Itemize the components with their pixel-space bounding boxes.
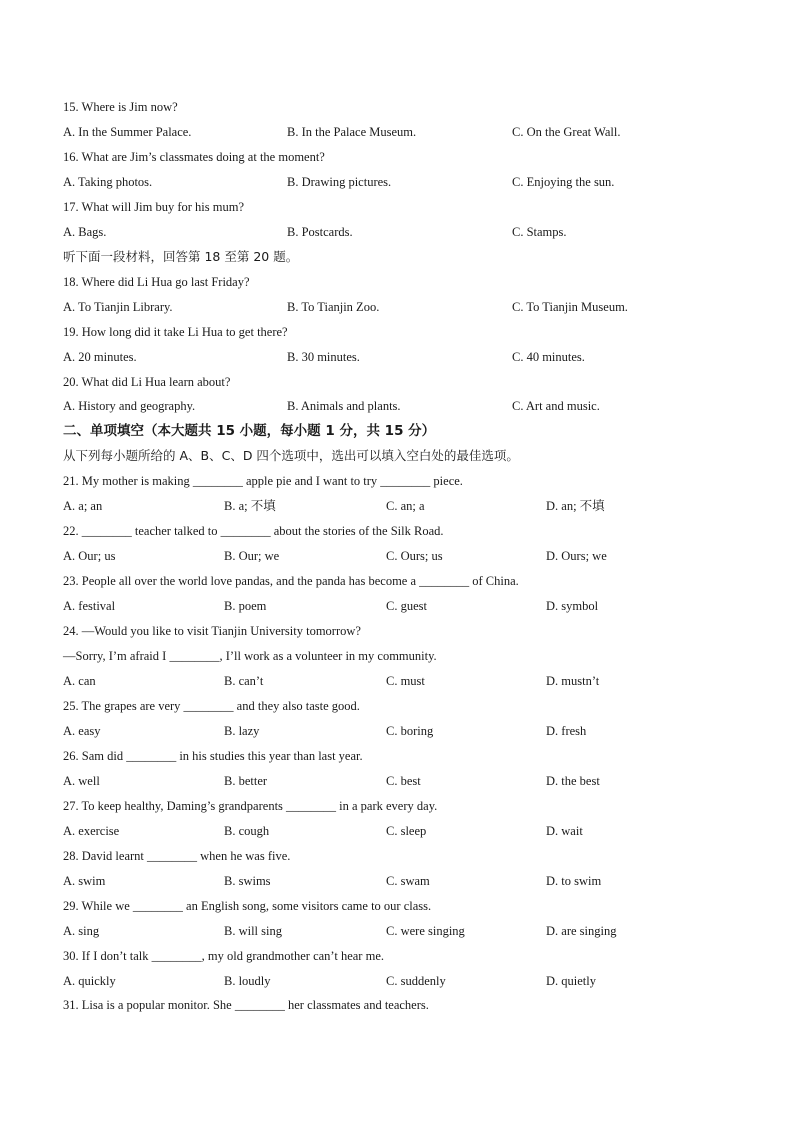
option-a: A. well [63, 774, 100, 788]
option-c: C. swam [386, 874, 430, 888]
option-d: D. Ours; we [546, 549, 607, 563]
question-stem: 30. If I don’t talk ________, my old grandmother can’t hear me. [63, 949, 384, 963]
option-c: C. suddenly [386, 974, 446, 988]
question-stem: 26. Sam did ________ in his studies this year than last year. [63, 749, 363, 763]
option-b: B. better [224, 774, 268, 788]
question-stem: 18. Where did Li Hua go last Friday? [63, 275, 250, 289]
question-stem: 23. People all over the world love pandas, and the panda has become a ________ of China. [63, 574, 519, 588]
option-c: C. must [386, 674, 425, 688]
question-stem: 17. What will Jim buy for his mum? [63, 200, 245, 214]
option-b: B. Animals and plants. [287, 399, 401, 413]
option-c: C. were singing [386, 924, 465, 938]
option-c: C. On the Great Wall. [512, 125, 621, 139]
option-b: B. Our; we [224, 549, 280, 563]
option-c: C. To Tianjin Museum. [512, 300, 628, 314]
option-c: C. Ours; us [386, 549, 443, 563]
option-b: B. loudly [224, 974, 271, 988]
option-b: B. lazy [224, 724, 260, 738]
question-stem: 22. ________ teacher talked to ________ about the stories of the Silk Road. [63, 524, 444, 538]
option-d: D. wait [546, 824, 583, 838]
option-b: B. Postcards. [287, 225, 353, 239]
question-stem: 24. —Would you like to visit Tianjin University tomorrow? [63, 624, 361, 638]
option-a: A. Bags. [63, 225, 107, 239]
question-stem: 20. What did Li Hua learn about? [63, 375, 231, 389]
option-c: C. Stamps. [512, 225, 567, 239]
option-a: A. quickly [63, 974, 116, 988]
option-a: A. History and geography. [63, 399, 196, 413]
question-stem: 31. Lisa is a popular monitor. She ________ her classmates and teachers. [63, 998, 429, 1012]
option-b: B. Drawing pictures. [287, 175, 392, 189]
option-a: A. swim [63, 874, 106, 888]
option-b: B. can’t [224, 674, 264, 688]
option-b: B. To Tianjin Zoo. [287, 300, 380, 314]
option-c: C. boring [386, 724, 434, 738]
question-stem: 27. To keep healthy, Daming’s grandparents ________ in a park every day. [63, 799, 438, 813]
option-d: D. an; 不填 [546, 499, 605, 513]
option-d: D. are singing [546, 924, 617, 938]
option-c: C. an; a [386, 499, 425, 513]
listening-instruction: 听下面一段材料，回答第 18 至第 20 题。 [63, 249, 299, 264]
option-b: B. a; 不填 [224, 499, 276, 513]
option-d: D. quietly [546, 974, 596, 988]
option-d: D. the best [546, 774, 600, 788]
option-b: B. In the Palace Museum. [287, 125, 417, 139]
option-a: A. sing [63, 924, 100, 938]
option-c: C. 40 minutes. [512, 350, 585, 364]
question-stem: 21. My mother is making ________ apple pie and I want to try ________ piece. [63, 474, 463, 488]
question-stem: 19. How long did it take Li Hua to get there? [63, 325, 288, 339]
option-c: C. sleep [386, 824, 427, 838]
option-a: A. exercise [63, 824, 120, 838]
option-a: A. Taking photos. [63, 175, 153, 189]
option-a: A. In the Summer Palace. [63, 125, 192, 139]
question-stem-reply: —Sorry, I’m afraid I ________, I’ll work as a volunteer in my community. [63, 649, 437, 663]
option-b: B. will sing [224, 924, 282, 938]
option-c: C. Art and music. [512, 399, 600, 413]
option-a: A. Our; us [63, 549, 116, 563]
option-d: D. to swim [546, 874, 602, 888]
option-c: C. guest [386, 599, 427, 613]
option-b: B. 30 minutes. [287, 350, 360, 364]
section-instruction: 从下列每小题所给的 A、B、C、D 四个选项中，选出可以填入空白处的最佳选项。 [63, 448, 519, 463]
question-stem: 29. While we ________ an English song, some visitors came to our class. [63, 899, 432, 913]
option-b: B. poem [224, 599, 267, 613]
option-d: D. mustn’t [546, 674, 600, 688]
option-c: C. Enjoying the sun. [512, 175, 615, 189]
question-stem: 25. The grapes are very ________ and they also taste good. [63, 699, 360, 713]
option-d: D. fresh [546, 724, 587, 738]
option-d: D. symbol [546, 599, 599, 613]
option-b: B. cough [224, 824, 270, 838]
section-heading: 二、单项填空（本大题共 15 小题，每小题 1 分，共 15 分） [63, 423, 436, 439]
question-stem: 15. Where is Jim now? [63, 100, 178, 114]
option-a: A. a; an [63, 499, 103, 513]
option-c: C. best [386, 774, 421, 788]
option-a: A. easy [63, 724, 101, 738]
option-b: B. swims [224, 874, 271, 888]
option-a: A. can [63, 674, 96, 688]
option-a: A. 20 minutes. [63, 350, 137, 364]
option-a: A. festival [63, 599, 116, 613]
question-stem: 16. What are Jim’s classmates doing at the moment? [63, 150, 325, 164]
question-stem: 28. David learnt ________ when he was five. [63, 849, 291, 863]
option-a: A. To Tianjin Library. [63, 300, 173, 314]
